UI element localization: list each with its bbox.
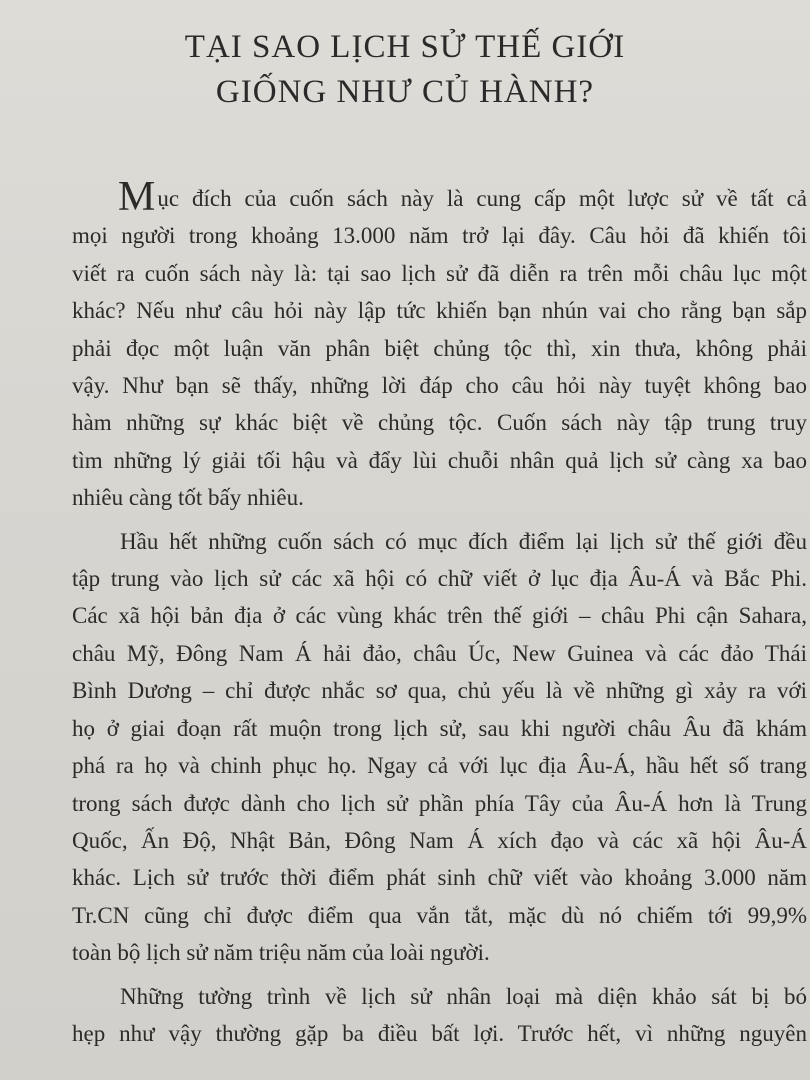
text-line: mọi người trong khoảng 13.000 năm trở lại đây. Câu hỏi đã khiến tôi — [72, 223, 807, 249]
text-line: trong sách được dành cho lịch sử phần phía Tây của Âu-Á hơn là Trung — [72, 790, 807, 816]
text-line: Quốc, Ấn Độ, Nhật Bản, Đông Nam Á xích đạo và các xã hội Âu-Á — [72, 827, 807, 853]
text-line: Các xã hội bản địa ở các vùng khác trên thế giới – châu Phi cận Sahara, — [72, 603, 807, 629]
text-line: phá ra họ và chinh phục họ. Ngay cả với lục địa Âu-Á, hầu hết số trang — [72, 753, 807, 779]
paragraph-3 — [72, 978, 807, 1053]
text-line: tìm những lý giải tối hậu và đẩy lùi chuỗi nhân quả lịch sử càng xa bao — [72, 447, 807, 473]
chapter-title-line-2: GIỐNG NHƯ CỦ HÀNH? — [215, 74, 595, 110]
text-line: toàn bộ lịch sử năm triệu năm của loài người. — [72, 940, 490, 966]
text-line: khác. Lịch sử trước thời điểm phát sinh chữ viết vào khoảng 3.000 năm — [72, 865, 807, 891]
text-line: Tr.CN cũng chỉ được điểm qua vắn tắt, mặc dù nó chiếm tới 99,9% — [72, 902, 807, 928]
text-line: phải đọc một luận văn phân biệt chủng tộc thì, xin thưa, không phải — [72, 335, 807, 361]
text-line: tập trung vào lịch sử các xã hội có chữ viết ở lục địa Âu-Á và Bắc Phi. — [72, 566, 807, 592]
text-line: họ ở giai đoạn rất muộn trong lịch sử, sau khi người châu Âu đã khám — [72, 715, 807, 741]
text-line: Những tường trình về lịch sử nhân loại mà diện khảo sát bị bó — [120, 983, 807, 1009]
text-line: viết ra cuốn sách này là: tại sao lịch sử đã diễn ra trên mỗi châu lục một — [72, 260, 807, 286]
text-line: khác? Nếu như câu hỏi này lập tức khiến bạn nhún vai cho rằng bạn sắp — [72, 298, 807, 324]
text-line: Hầu hết những cuốn sách có mục đích điểm lại lịch sử thế giới đều — [120, 528, 807, 554]
text-line: vậy. Như bạn sẽ thấy, những lời đáp cho câu hỏi này tuyệt không bao — [72, 373, 807, 399]
text-line: Bình Dương – chỉ được nhắc sơ qua, chủ yếu là về những gì xảy ra với — [72, 678, 807, 704]
text-line: hàm những sự khác biệt về chủng tộc. Cuốn sách này tập trung truy — [72, 410, 807, 436]
body-text — [72, 174, 807, 1058]
paragraph-1 — [72, 174, 807, 517]
chapter-title-line-1: TẠI SAO LỊCH SỬ THẾ GIỚI — [184, 29, 626, 65]
text-line: nhiêu càng tốt bấy nhiêu. — [72, 485, 304, 511]
text-line: Mục đích của cuốn sách này là cung cấp một lược sử về tất cả — [118, 174, 807, 220]
chapter-title — [0, 25, 810, 115]
paragraph-2 — [72, 523, 807, 972]
text-line: châu Mỹ, Đông Nam Á hải đảo, châu Úc, New Guinea và các đảo Thái — [72, 640, 807, 666]
text-line: hẹp như vậy thường gặp ba điều bất lợi. Trước hết, vì những nguyên — [72, 1020, 807, 1046]
drop-cap: M — [118, 174, 156, 220]
